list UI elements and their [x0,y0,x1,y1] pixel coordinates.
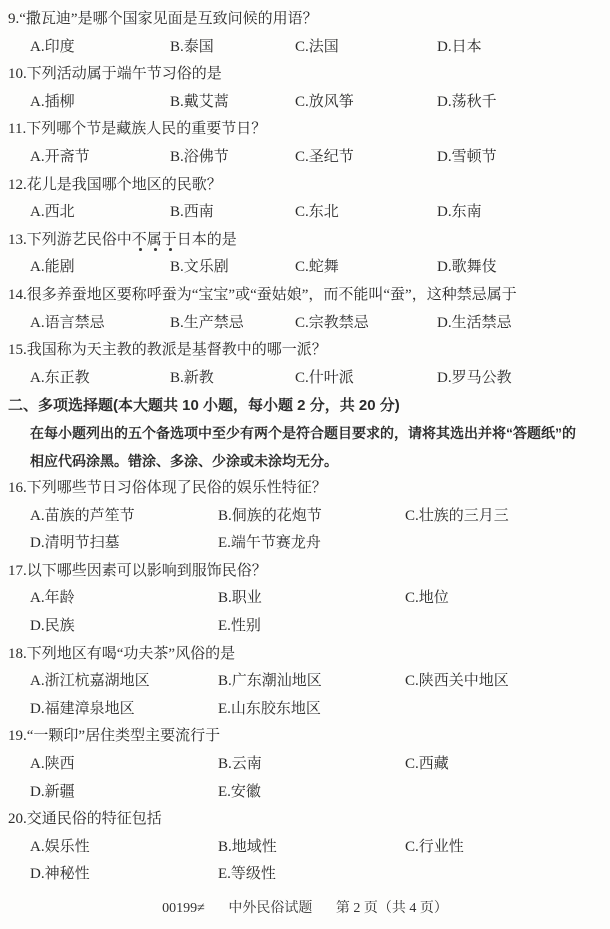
question-text: 20.交通民俗的特征包括 [8,811,162,828]
options-row [8,861,602,889]
section2-intro [8,392,602,475]
option-d: D.荡秋千 [437,93,497,110]
question-13 [8,227,602,282]
question-text: 17.以下哪些因素可以影响到服饰民俗？ [8,562,267,579]
option-b: B.浴佛节 [170,148,229,165]
multi-choice-section [8,475,602,889]
question-text [8,227,602,255]
option-c: C.陕西关中地区 [405,673,509,690]
question-16 [8,475,602,558]
options-row [8,365,602,393]
question-17 [8,558,602,641]
option-d: D.神秘性 [30,866,90,883]
question-20 [8,806,602,889]
question-14 [8,282,602,337]
single-choice-section [8,6,602,392]
options-row [8,199,602,227]
option-c: C.东北 [295,204,339,221]
option-d: D.民族 [30,618,75,635]
question-text-post: 日本的是 [176,231,237,248]
options-row [8,144,602,172]
option-c: C.地位 [405,590,449,607]
option-b: B.职业 [218,590,262,607]
question-text: 19.“一颗印”居住类型主要流行于 [8,728,221,745]
question-12 [8,172,602,227]
option-a: A.娱乐性 [30,838,90,855]
option-c: C.宗教禁忌 [295,314,369,331]
options-row [8,254,602,282]
option-d: D.生活禁忌 [437,314,512,331]
option-c: C.蛇舞 [295,259,339,276]
option-b: B.云南 [218,756,262,773]
option-b: B.新教 [170,369,214,386]
options-row [8,696,602,724]
question-text: 15.我国称为天主教的教派是基督教中的哪一派？ [8,342,327,359]
question-9 [8,6,602,61]
page-footer [0,897,610,917]
option-d: D.歌舞伎 [437,259,497,276]
option-d: D.清明节扫墓 [30,535,120,552]
question-18 [8,641,602,724]
option-a: A.东正教 [30,369,90,386]
option-b: B.生产禁忌 [170,314,244,331]
option-a: A.苗族的芦笙节 [30,507,135,524]
option-c: C.什叶派 [295,369,354,386]
option-a: A.开斋节 [30,148,90,165]
options-row [8,779,602,807]
section2-header: 二、多项选择题(本大题共 10 小题，每小题 2 分，共 20 分) [8,397,400,415]
option-a: A.陕西 [30,756,75,773]
course-code: 00199≠ [162,901,205,916]
option-c: C.法国 [295,38,339,55]
option-a: A.浙江杭嘉湖地区 [30,673,150,690]
question-text: 14.很多养蚕地区要称呼蚕为“宝宝”或“蚕姑娘”，而不能叫“蚕”，这种禁忌属于 [8,286,517,303]
question-10 [8,61,602,116]
option-a: A.印度 [30,38,75,55]
option-d: D.东南 [437,204,482,221]
options-row [8,530,602,558]
option-e: E.性别 [218,618,261,635]
option-e: E.山东胶东地区 [218,700,321,717]
option-c: C.行业性 [405,838,464,855]
option-d: D.罗马公教 [437,369,512,386]
option-a: A.插柳 [30,93,75,110]
option-a: A.能剧 [30,259,75,276]
question-text: 16.下列哪些节日习俗体现了民俗的娱乐性特征？ [8,480,327,497]
option-b: B.广东潮汕地区 [218,673,322,690]
question-text: 11.下列哪个节是藏族人民的重要节日？ [8,121,267,138]
options-row [8,613,602,641]
question-text: 10.下列活动属于端午节习俗的是 [8,66,222,83]
option-b: B.文乐剧 [170,259,229,276]
emphasized-text: 不属于 [132,232,177,252]
option-c: C.圣纪节 [295,148,354,165]
question-text: 18.下列地区有喝“功夫茶”风俗的是 [8,645,236,662]
question-19 [8,723,602,806]
option-e: E.安徽 [218,783,261,800]
options-row [8,310,602,338]
options-row [8,89,602,117]
question-11 [8,116,602,171]
option-b: B.侗族的花炮节 [218,507,322,524]
option-c: C.壮族的三月三 [405,507,509,524]
option-b: B.地域性 [218,838,277,855]
question-15 [8,337,602,392]
options-row [8,668,602,696]
section2-note-line1: 在每小题列出的五个备选项中至少有两个是符合题目要求的，请将其选出并将“答题纸”的 [30,424,576,441]
option-a: A.语言禁忌 [30,314,105,331]
option-d: D.雪顿节 [437,148,497,165]
option-d: D.新疆 [30,783,75,800]
option-b: B.西南 [170,204,214,221]
section2-note-line2: 相应代码涂黑。错涂、多涂、少涂或未涂均无分。 [30,452,338,469]
option-a: A.年龄 [30,590,75,607]
question-text: 9.“撒瓦迪”是哪个国家见面是互致问候的用语？ [8,11,318,27]
option-b: B.戴艾蒿 [170,93,229,110]
options-row [8,34,602,62]
option-d: D.福建漳泉地区 [30,700,135,717]
options-row [8,751,602,779]
options-row [8,585,602,613]
option-c: C.西藏 [405,756,449,773]
option-a: A.西北 [30,204,75,221]
page-number: 第 2 页（共 4 页） [335,901,448,916]
question-text: 12.花儿是我国哪个地区的民歌？ [8,176,222,193]
options-row [8,834,602,862]
option-d: D.日本 [437,38,482,55]
option-c: C.放风筝 [295,93,354,110]
question-text-pre: 13.下列游艺民俗中 [8,231,132,248]
option-b: B.泰国 [170,38,214,55]
option-e: E.端午节赛龙舟 [218,535,321,552]
exam-title: 中外民俗试题 [228,901,313,916]
options-row [8,503,602,531]
option-e: E.等级性 [218,866,276,883]
